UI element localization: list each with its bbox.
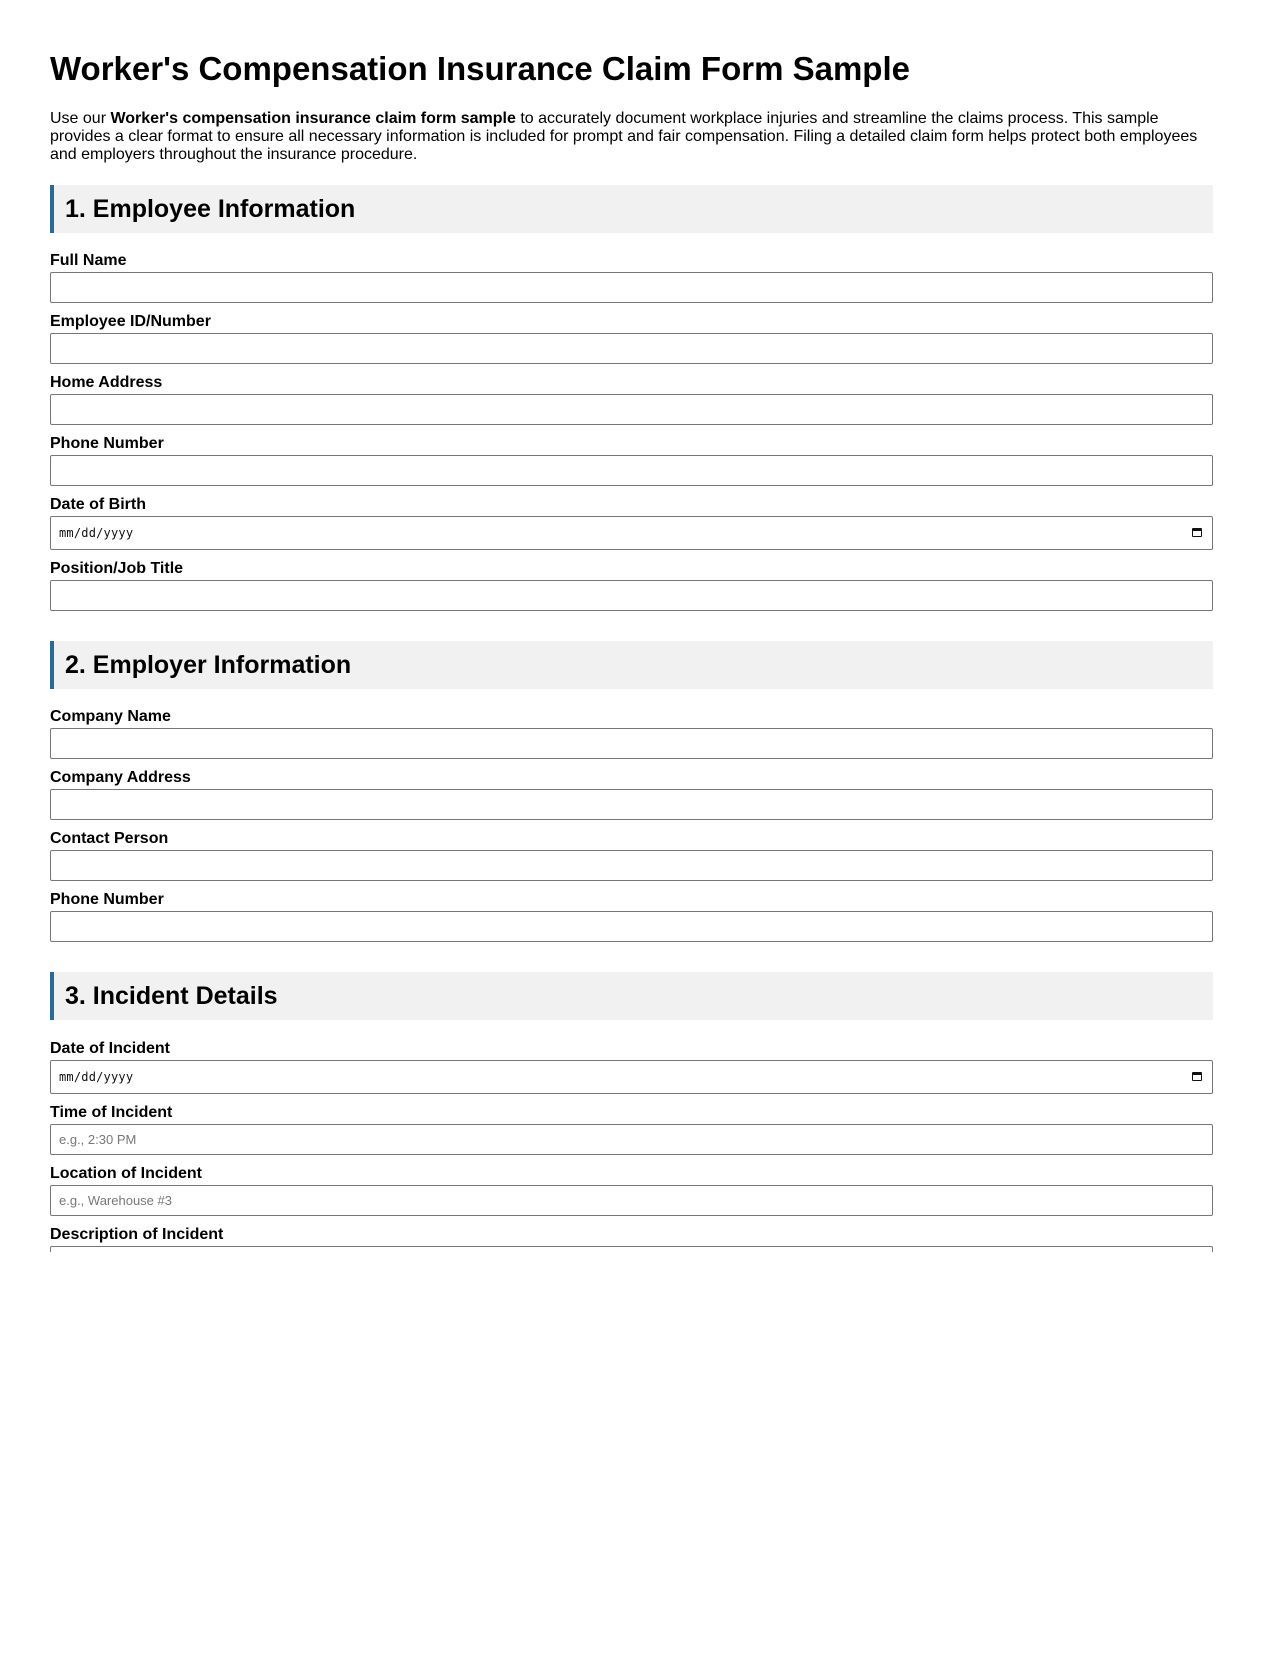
field-company-name xyxy=(50,707,1213,759)
employer-phone-input[interactable] xyxy=(50,911,1213,942)
location-of-incident-placeholder: e.g., Warehouse #3 xyxy=(59,1193,172,1208)
full-name-input[interactable] xyxy=(50,272,1213,303)
field-full-name xyxy=(50,251,1213,303)
field-time-of-incident xyxy=(50,1103,1213,1155)
field-contact-person xyxy=(50,829,1213,881)
company-name-label: Company Name xyxy=(50,708,171,725)
intro-prefix: Use our xyxy=(50,110,111,127)
intro-bold: Worker's compensation insurance claim form sample xyxy=(110,110,516,127)
company-name-input[interactable] xyxy=(50,728,1213,759)
section-incident-details: 3. Incident Details xyxy=(50,972,1213,1020)
employer-phone-label: Phone Number xyxy=(50,891,164,908)
date-of-incident-value: mm/dd/yyyy xyxy=(59,1070,134,1084)
intro-suffix: to accurately document workplace injuries and streamline the claims process. This sample provides a clear format to ensure all necessary information is included for prompt and fair compensation. Filing a detailed claim form helps protect both employees and employers throughout the insurance procedure. xyxy=(50,110,1198,163)
contact-person-input[interactable] xyxy=(50,850,1213,881)
full-name-label: Full Name xyxy=(50,252,127,269)
home-address-label: Home Address xyxy=(50,374,163,391)
company-address-label: Company Address xyxy=(50,769,191,786)
position-label: Position/Job Title xyxy=(50,560,184,577)
company-address-input[interactable] xyxy=(50,789,1213,820)
description-of-incident-textarea[interactable] xyxy=(50,1246,1213,1252)
contact-person-label: Contact Person xyxy=(50,830,169,847)
field-date-of-birth xyxy=(50,495,1213,550)
employee-id-input[interactable] xyxy=(50,333,1213,364)
field-date-of-incident xyxy=(50,1039,1213,1094)
position-input[interactable] xyxy=(50,580,1213,611)
date-of-incident-input[interactable] xyxy=(50,1060,1213,1094)
home-address-input[interactable] xyxy=(50,394,1213,425)
intro-paragraph xyxy=(50,110,1213,164)
field-employee-phone xyxy=(50,434,1213,486)
page-title: Worker's Compensation Insurance Claim Form Sample xyxy=(50,50,910,87)
date-of-birth-input[interactable] xyxy=(50,516,1213,550)
employee-phone-label: Phone Number xyxy=(50,435,164,452)
time-of-incident-input[interactable] xyxy=(50,1124,1213,1155)
section-employee-information: 1. Employee Information xyxy=(50,185,1213,233)
field-position xyxy=(50,559,1213,611)
time-of-incident-placeholder: e.g., 2:30 PM xyxy=(59,1132,137,1147)
date-of-incident-label: Date of Incident xyxy=(50,1040,171,1057)
calendar-icon[interactable] xyxy=(1192,528,1202,537)
field-employee-id xyxy=(50,312,1213,364)
time-of-incident-label: Time of Incident xyxy=(50,1104,173,1121)
field-employer-phone xyxy=(50,890,1213,942)
field-location-of-incident xyxy=(50,1164,1213,1216)
location-of-incident-label: Location of Incident xyxy=(50,1165,202,1182)
field-description-of-incident xyxy=(50,1225,1213,1252)
date-of-birth-label: Date of Birth xyxy=(50,496,146,513)
field-company-address xyxy=(50,768,1213,820)
date-of-birth-value: mm/dd/yyyy xyxy=(59,526,134,540)
location-of-incident-input[interactable] xyxy=(50,1185,1213,1216)
calendar-icon[interactable] xyxy=(1192,1072,1202,1081)
section-employer-information: 2. Employer Information xyxy=(50,641,1213,689)
description-of-incident-label: Description of Incident xyxy=(50,1226,224,1243)
field-home-address xyxy=(50,373,1213,425)
employee-id-label: Employee ID/Number xyxy=(50,313,211,330)
employee-phone-input[interactable] xyxy=(50,455,1213,486)
